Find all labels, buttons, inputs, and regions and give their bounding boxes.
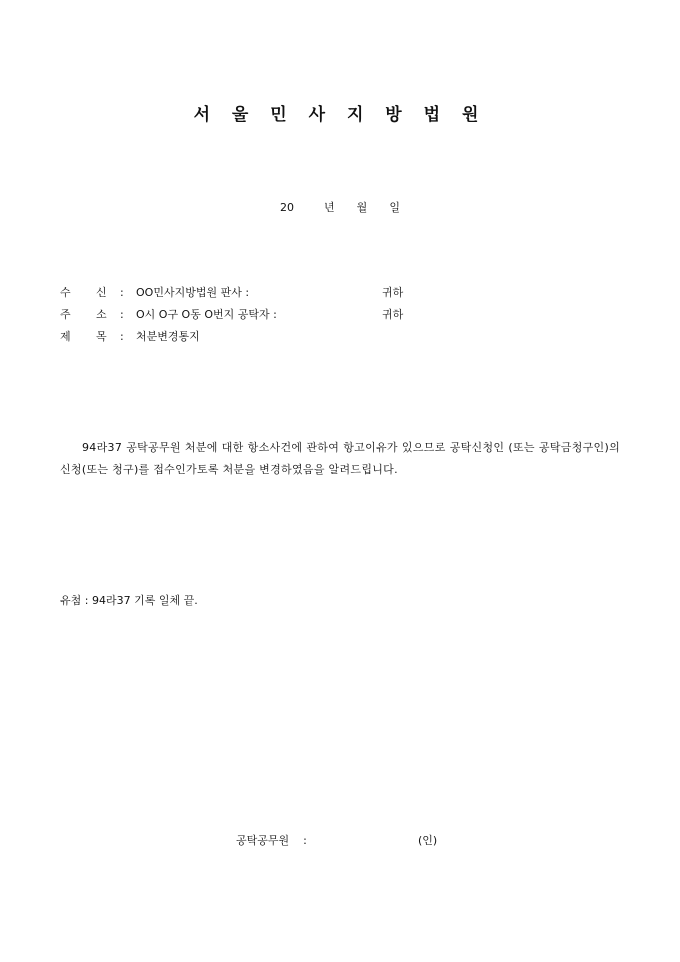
signature-label: 공탁공무원 bbox=[236, 834, 290, 847]
recipient-value: OO민사지방법원 판사 : bbox=[136, 286, 250, 299]
recipient-label: 수 신 bbox=[60, 286, 107, 299]
subject-label: 제 목 bbox=[60, 330, 107, 343]
date-day-unit: 일 bbox=[389, 201, 400, 214]
address-row bbox=[60, 307, 404, 323]
address-label: 주 소 bbox=[60, 308, 107, 321]
signature-colon: : bbox=[303, 834, 307, 847]
recipient-row bbox=[60, 285, 404, 301]
document-date bbox=[0, 199, 680, 215]
attachment-line: 유첨 : 94라37 기록 일체 끝. bbox=[60, 594, 198, 607]
recipient-honorific: 귀하 bbox=[382, 286, 404, 299]
subject-colon: : bbox=[120, 330, 124, 343]
subject-value: 처분변경통지 bbox=[136, 330, 200, 343]
address-value: O시 O구 O동 O번지 공탁자 : bbox=[136, 308, 277, 321]
address-honorific: 귀하 bbox=[382, 308, 404, 321]
subject-row bbox=[60, 329, 200, 345]
date-year-unit: 년 bbox=[324, 201, 335, 214]
address-colon: : bbox=[120, 308, 124, 321]
seal-mark: (인) bbox=[418, 834, 438, 847]
court-title: 서 울 민 사 지 방 법 원 bbox=[193, 105, 487, 125]
date-month-unit: 월 bbox=[356, 201, 368, 214]
date-year: 20 bbox=[280, 201, 295, 214]
signature-line bbox=[236, 832, 438, 848]
notice-body: 94라37 공탁공무원 처분에 대한 항소사건에 관하여 항고이유가 있으므로 공탁신청인 (또는 공탁금청구인)의 신청(또는 청구)를 접수인가토록 처분을 변경하였음을 알려드립니다. bbox=[60, 441, 620, 476]
recipient-colon: : bbox=[120, 286, 124, 299]
